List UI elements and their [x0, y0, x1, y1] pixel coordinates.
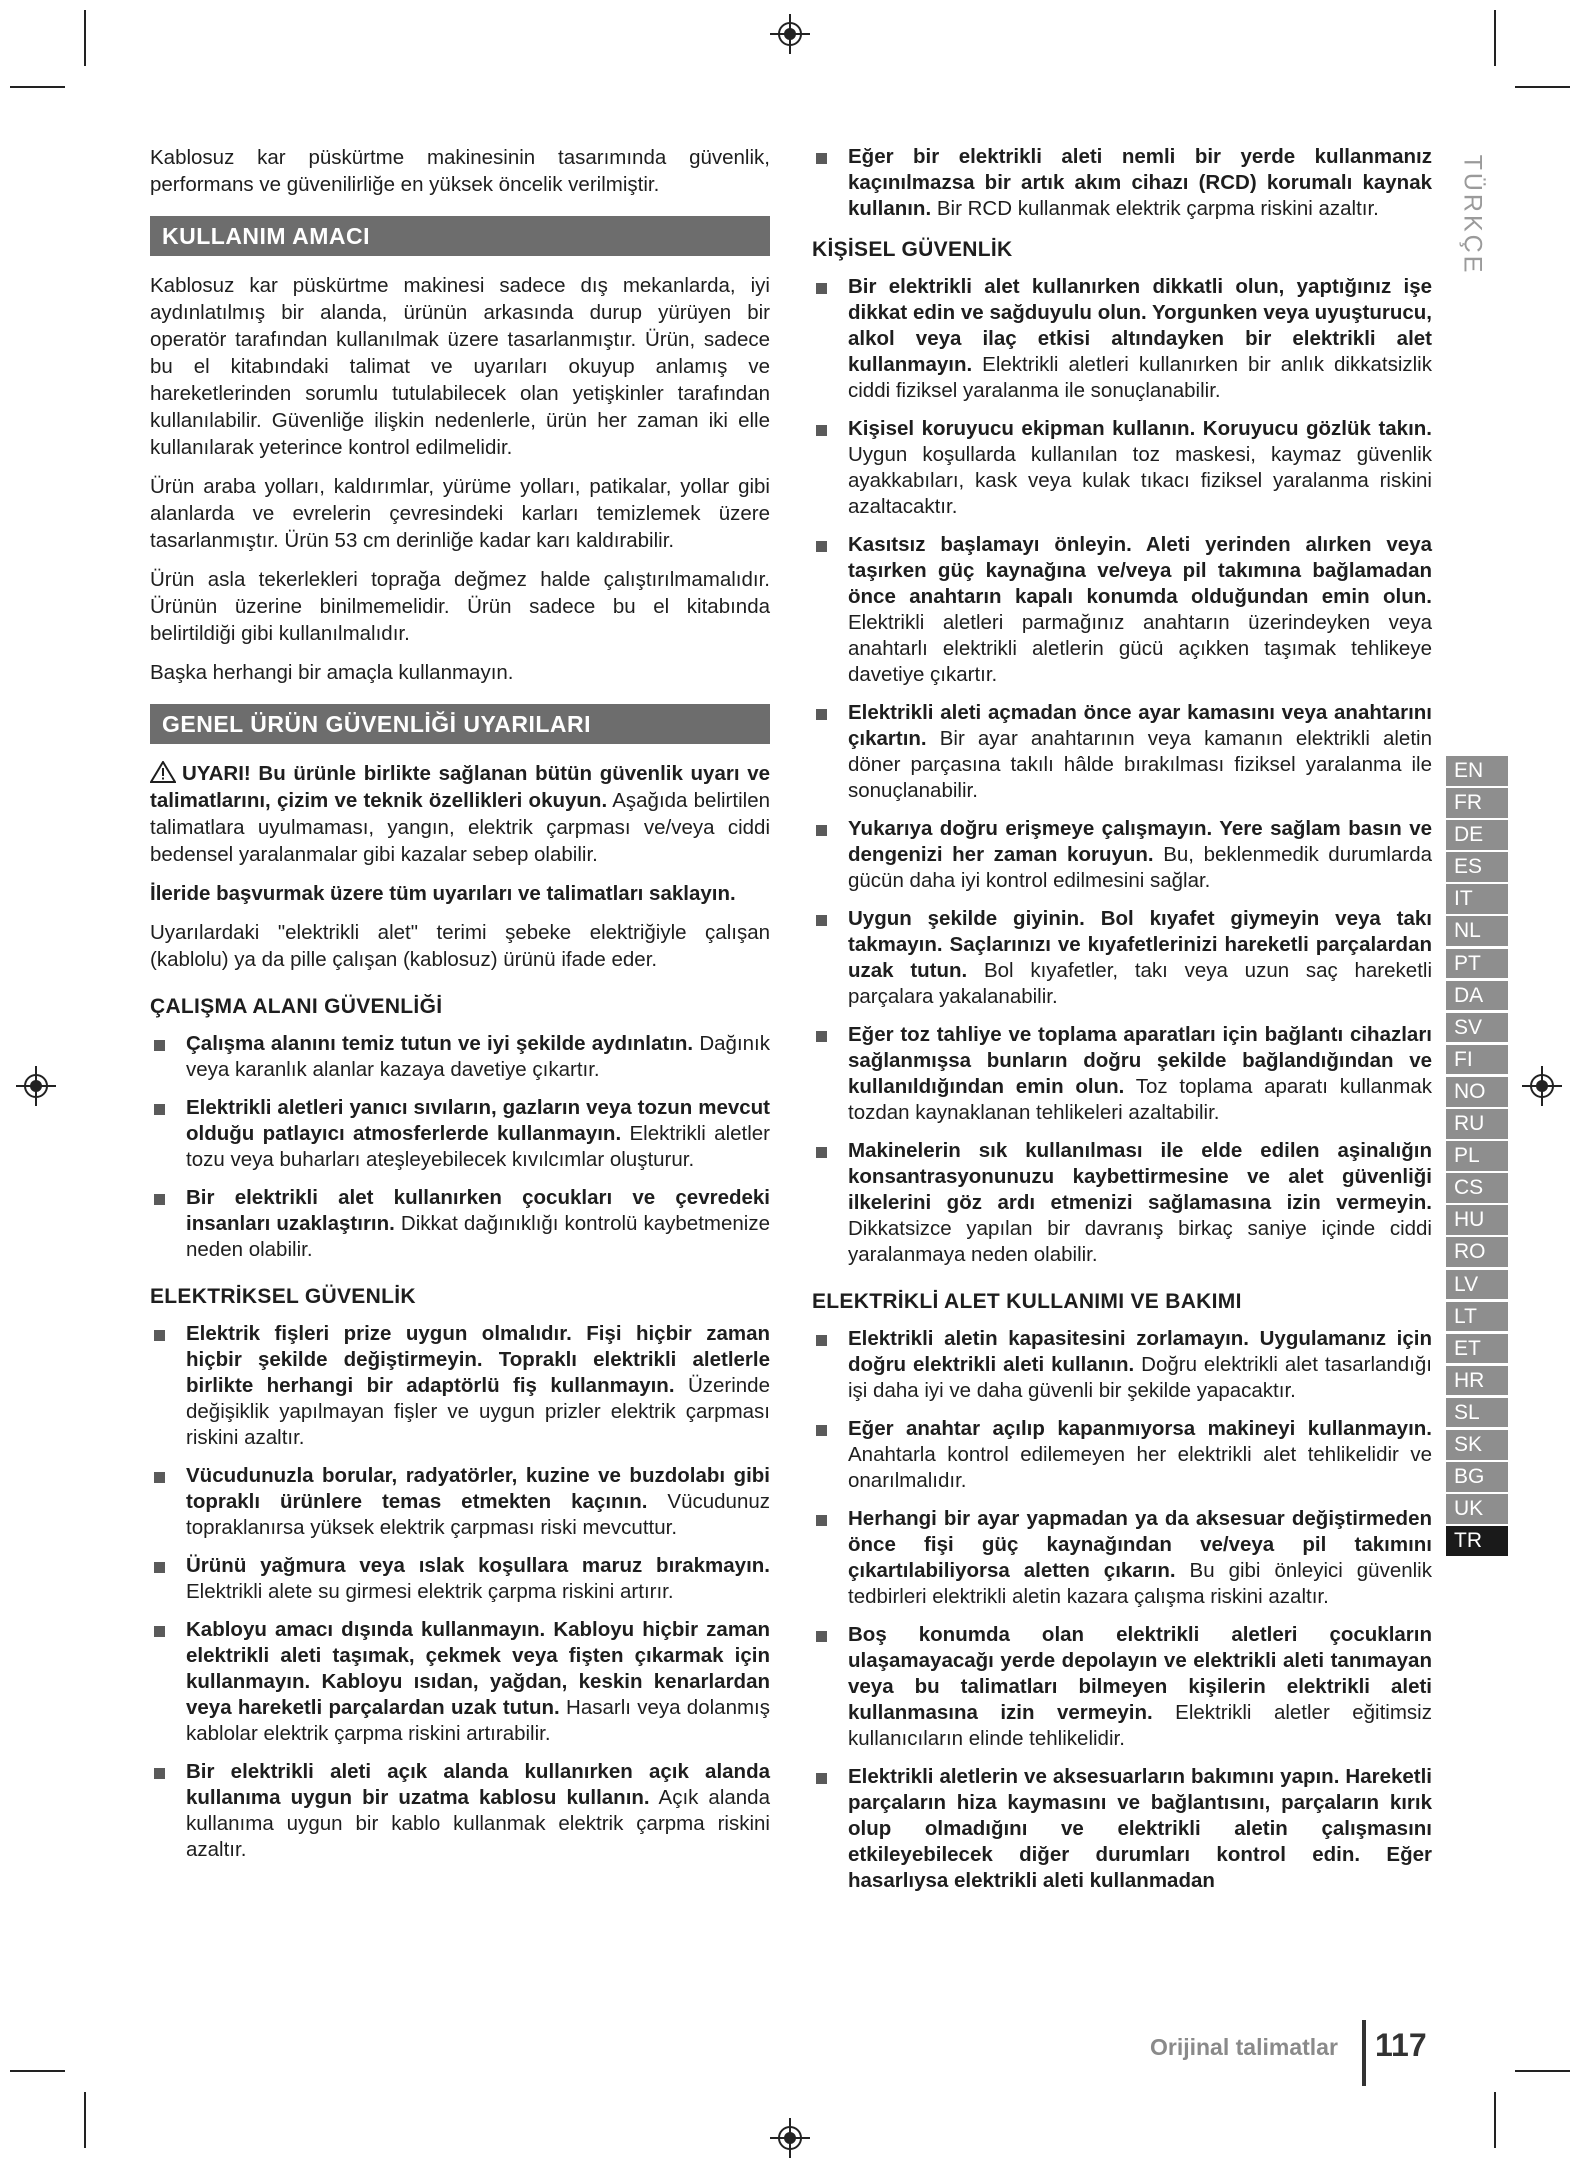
item-text: Anahtarla kontrol edilemeyen her elektrikli alet tehlikelidir ve onarılmalıdır.	[848, 1443, 1432, 1492]
crop-mark	[1494, 2092, 1496, 2148]
language-tab-da[interactable]: DA	[1446, 981, 1508, 1011]
list-item	[812, 1764, 1432, 1894]
bullet-square-icon	[816, 915, 827, 926]
footer-divider	[1362, 2020, 1366, 2086]
subheading-bakim: ELEKTRİKLİ ALET KULLANIMI VE BAKIMI	[812, 1290, 1242, 1313]
list-item	[812, 1138, 1432, 1268]
left-column	[150, 144, 770, 1875]
bullet-square-icon	[816, 1773, 827, 1784]
item-bold: Makinelerin sık kullanılması ile elde edilen aşinalığın konsantrasyonunuzu kaybettirmesine ve alet güvenliği ilkelerini göz ardı etmenizi sağlamasına izin vermeyin.	[848, 1139, 1432, 1214]
bullet-square-icon	[816, 153, 827, 164]
item-text: Vücudunuz topraklanırsa yüksek elektrik çarpması riski mevcuttur.	[186, 1490, 770, 1539]
item-bold: Elektrik fişleri prize uygun olmalıdır. Fişi hiçbir zaman hiçbir şekilde değiştirmeyin. Topraklı elektrikli aletlerle birlikte herhangi bir adaptörlü fiş kullanmayın.	[186, 1322, 770, 1397]
bullet-square-icon	[154, 1194, 165, 1205]
list-item	[150, 1553, 770, 1605]
item-bold: Kabloyu amacı dışında kullanmayın. Kabloyu hiçbir zaman elektrikli aleti taşımak, çekmek veya fişten çıkarmak için kullanmayın. Kabloyu ısıdan, yağdan, keskin kenarlardan veya hareketli parçalardan uzak tutun.	[186, 1618, 770, 1719]
item-bold: Uygun şekilde giyinin. Bol kıyafet giymeyin veya takı takmayın. Saçlarınızı ve kıyafetlerinizi hareketli parçalardan uzak tutun.	[848, 907, 1432, 982]
list-item	[150, 1185, 770, 1263]
language-tab-ru[interactable]: RU	[1446, 1109, 1508, 1139]
paragraph: Kablosuz kar püskürtme makinesi sadece dış mekanlarda, iyi aydınlatılmış bir alanda, ürünün arkasında durup yürüyen bir operatör tarafından kullanılmak üzere tasarlanmıştır. Ürün, sadece bu el kitabındaki talimat ve uyarıları okuyup anlamış ve hareketlerinden sorumlu tutulabilecek olan yetişkinler tarafından kullanılabilir. Güvenliğe ilişkin nedenlerle, ürün her zaman iki elle kullanılarak yeterince kontrol edilmelidir.	[150, 274, 770, 459]
item-text: Dikkatsizce yapılan bir davranış birkaç saniye içinde ciddi yaralanmaya neden olabilir.	[848, 1217, 1432, 1266]
list-item	[150, 1095, 770, 1173]
item-text: Elektrikli alete su girmesi elektrik çarpma riskini artırır.	[186, 1580, 674, 1603]
registration-mark-icon	[1522, 1066, 1562, 1106]
list-item	[812, 906, 1432, 1010]
bullet-square-icon	[154, 1562, 165, 1573]
language-tab-en[interactable]: EN	[1446, 756, 1508, 786]
bullet-square-icon	[154, 1104, 165, 1115]
item-bold: Elektrikli aletlerin ve aksesuarların bakımını yapın. Hareketli parçaların hiza kaymasını ve bağlantısını, parçaların kırık olup olmadığını ve elektrikli aletin çalışmasını etkileyebilecek diğer durumları kontrol edin. Eğer hasarlıysa elektrikli aleti kullanmadan	[848, 1765, 1432, 1892]
crop-mark	[10, 2070, 65, 2072]
item-bold: Yukarıya doğru erişmeye çalışmayın. Yere sağlam basın ve dengenizi her zaman koruyun.	[848, 817, 1432, 866]
bullet-list	[812, 144, 1432, 222]
language-tab-it[interactable]: IT	[1446, 884, 1508, 914]
bullet-square-icon	[154, 1040, 165, 1051]
language-tab-es[interactable]: ES	[1446, 852, 1508, 882]
bullet-square-icon	[816, 541, 827, 552]
list-item	[812, 532, 1432, 688]
language-tab-pt[interactable]: PT	[1446, 949, 1508, 979]
subheading-calisma-alani: ÇALIŞMA ALANI GÜVENLİĞİ	[150, 995, 443, 1018]
bullet-list	[150, 1321, 770, 1863]
item-text: Toz toplama aparatı kullanmak tozdan kaynaklanan tehlikeleri azaltabilir.	[848, 1075, 1433, 1124]
bullet-list	[150, 1031, 770, 1263]
keep-instructions: İleride başvurmak üzere tüm uyarıları ve talimatları saklayın.	[150, 882, 736, 905]
language-tab-fr[interactable]: FR	[1446, 788, 1508, 818]
language-tab-hr[interactable]: HR	[1446, 1366, 1508, 1396]
item-text: Doğru elektrikli alet tasarlandığı işi daha iyi ve daha güvenli bir şekilde yapacaktır.	[848, 1353, 1432, 1402]
crop-mark	[10, 86, 65, 88]
registration-mark-icon	[770, 2118, 810, 2158]
language-tab-sv[interactable]: SV	[1446, 1013, 1508, 1043]
right-column	[812, 144, 1432, 1906]
warning-text: Aşağıda belirtilen talimatlara uyulmaması, yangın, elektrik çarpması ve/veya ciddi bedensel yaralanmalar gibi kazalar sebep olabilir.	[150, 789, 770, 866]
item-bold: Elektrikli aletin kapasitesini zorlamayın. Uygulamanız için doğru elektrikli aleti kullanın.	[848, 1327, 1432, 1376]
registration-mark-icon	[16, 1066, 56, 1106]
bullet-square-icon	[816, 1631, 827, 1642]
list-item	[812, 1022, 1432, 1126]
page-number: 117	[1375, 2027, 1427, 2063]
item-bold: Bir elektrikli alet kullanırken dikkatli olun, yaptığınız işe dikkat edin ve sağduyulu olun. Yorgunken veya uyuşturucu, alkol veya ilaç etkisi altındayken bir elektrikli alet kullanmayın.	[848, 275, 1432, 376]
bullet-square-icon	[154, 1330, 165, 1341]
list-item	[812, 1506, 1432, 1610]
subheading-kisisel: KİŞİSEL GÜVENLİK	[812, 238, 1013, 261]
item-text: Bu, beklenmedik durumlarda gücün daha iyi kontrol edilmesini sağlar.	[848, 843, 1432, 892]
crop-mark	[1515, 86, 1570, 88]
language-tab-nl[interactable]: NL	[1446, 916, 1508, 946]
item-bold: Eğer bir elektrikli aleti nemli bir yerde kullanmanız kaçınılmazsa bir artık akım cihazı (RCD) korumalı kaynak kullanın.	[848, 145, 1432, 220]
bullet-square-icon	[816, 1335, 827, 1346]
registration-mark-icon	[770, 14, 810, 54]
footer-text: Orijinal talimatlar	[1150, 2034, 1338, 2060]
item-text: Uygun koşullarda kullanılan toz maskesi, kaymaz güvenlik ayakkabıları, kask veya kulak tıkacı fiziksel yaralanma riskini azaltacaktır.	[848, 443, 1432, 518]
intro-paragraph: Kablosuz kar püskürtme makinesinin tasarımında güvenlik, performans ve güvenilirliğe en yüksek öncelik verilmiştir.	[150, 146, 770, 196]
list-item	[812, 1326, 1432, 1404]
item-bold: Eğer anahtar açılıp kapanmıyorsa makineyi kullanmayın.	[848, 1417, 1432, 1440]
bullet-square-icon	[816, 425, 827, 436]
list-item	[812, 274, 1432, 404]
item-bold: Çalışma alanını temiz tutun ve iyi şekilde aydınlatın.	[186, 1032, 694, 1055]
item-bold: Elektrikli aleti açmadan önce ayar kamasını veya anahtarını çıkartın.	[848, 701, 1432, 750]
item-bold: Kişisel koruyucu ekipman kullanın. Koruyucu gözlük takın.	[848, 417, 1432, 440]
language-tab-pl[interactable]: PL	[1446, 1141, 1508, 1171]
item-bold: Elektrikli aletleri yanıcı sıvıların, gazların veya tozun mevcut olduğu patlayıcı atmosferlerde kullanmayın.	[186, 1096, 770, 1145]
item-text: Elektrikli aletler tozu veya buharları ateşleyebilecek kıvılcımlar oluşturur.	[186, 1122, 770, 1171]
crop-mark	[84, 10, 86, 66]
paragraph: Ürün asla tekerlekleri toprağa değmez halde çalıştırılmamalıdır. Ürünün üzerine binilmemelidir. Ürün sadece bu el kitabında belirtildiği gibi kullanılmalıdır.	[150, 568, 770, 645]
language-tab-uk[interactable]: UK	[1446, 1494, 1508, 1524]
list-item	[150, 1463, 770, 1541]
bullet-square-icon	[154, 1626, 165, 1637]
language-tab-et[interactable]: ET	[1446, 1334, 1508, 1364]
subheading-elektriksel: ELEKTRİKSEL GÜVENLİK	[150, 1285, 416, 1308]
item-bold: Bir elektrikli alet kullanırken çocukları ve çevredeki insanları uzaklaştırın.	[186, 1186, 770, 1235]
list-item	[812, 700, 1432, 804]
item-bold: Herhangi bir ayar yapmadan ya da aksesuar değiştirmeden önce fişi güç kaynağından ve/veya pil takımını çıkartılabiliyorsa aletten çıkarın.	[848, 1507, 1432, 1582]
item-bold: Vücudunuzla borular, radyatörler, kuzine ve buzdolabı gibi topraklı ürünlere temas etmekten kaçının.	[186, 1464, 770, 1513]
crop-mark	[84, 2092, 86, 2148]
item-text: Bol kıyafetler, takı veya uzun saç hareketli parçalara yakalanabilir.	[848, 959, 1432, 1008]
item-bold: Boş konumda olan elektrikli aletleri çocukların ulaşamayacağı yerde depolayın ve elektrikli aleti tanımayan veya bu talimatları bilmeyen kişilerin elektrikli aleti kullanmasına izin vermeyin.	[848, 1623, 1432, 1724]
item-text: Hasarlı veya dolanmış kablolar elektrik çarpma riskini artırabilir.	[186, 1696, 770, 1745]
language-tabs	[1446, 756, 1508, 1558]
side-language-label	[1452, 150, 1492, 280]
warning-triangle-icon	[150, 761, 176, 783]
term-definition: Uyarılardaki "elektrikli alet" terimi şebeke elektriğiyle çalışan (kablolu) ya da pille çalışan (kablosuz) ürünü ifade eder.	[150, 921, 770, 971]
language-tab-ro[interactable]: RO	[1446, 1237, 1508, 1267]
bullet-square-icon	[816, 283, 827, 294]
language-tab-bg[interactable]: BG	[1446, 1462, 1508, 1492]
language-tab-cs[interactable]: CS	[1446, 1173, 1508, 1203]
list-item	[812, 144, 1432, 222]
bullet-square-icon	[816, 1425, 827, 1436]
language-tab-fi[interactable]: FI	[1446, 1045, 1508, 1075]
item-text: Dağınık veya karanlık alanlar kazaya davetiye çıkartır.	[186, 1032, 770, 1081]
item-bold: Ürünü yağmura veya ıslak koşullara maruz bırakmayın.	[186, 1554, 770, 1577]
bullet-square-icon	[816, 1515, 827, 1526]
paragraph: Ürün araba yolları, kaldırımlar, yürüme yolları, patikalar, yollar gibi alanlarda ve evrelerin çevresindeki karları temizlemek üzere tasarlanmıştır. Ürün 53 cm derinliğe kadar karı kaldırabilir.	[150, 475, 770, 552]
item-bold: Kasıtsız başlamayı önleyin. Aleti yerinden alırken veya taşırken güç kaynağına ve/veya pil takımına bağlamadan önce anahtarın kapalı konumda olduğundan emin olun.	[848, 533, 1432, 608]
item-bold: Eğer toz tahliye ve toplama aparatları için bağlantı cihazları sağlanmışsa bunların doğru şekilde bağlandığından ve kullanıldığından emin olun.	[848, 1023, 1432, 1098]
list-item	[812, 1622, 1432, 1752]
bullet-list	[812, 1326, 1432, 1894]
item-text: Elektrikli aletler eğitimsiz kullanıcıların elinde tehlikelidir.	[848, 1701, 1432, 1750]
warning-paragraph	[150, 760, 770, 868]
bullet-square-icon	[816, 1031, 827, 1042]
item-text: Bu gibi önleyici güvenlik tedbirleri elektrikli aletin kazara çalışma riskini azaltır.	[848, 1559, 1432, 1608]
list-item	[812, 416, 1432, 520]
list-item	[812, 1416, 1432, 1494]
list-item	[150, 1031, 770, 1083]
section-heading-genel-guvenlik: GENEL ÜRÜN GÜVENLİĞİ UYARILARI	[150, 704, 770, 744]
language-tab-lv[interactable]: LV	[1446, 1270, 1508, 1300]
item-text: Açık alanda kullanıma uygun bir kablo kullanmak elektrik çarpma riskini azaltır.	[186, 1786, 770, 1861]
bullet-square-icon	[154, 1768, 165, 1779]
crop-mark	[1494, 10, 1496, 66]
language-tab-no[interactable]: NO	[1446, 1077, 1508, 1107]
list-item	[812, 816, 1432, 894]
language-tab-sk[interactable]: SK	[1446, 1430, 1508, 1460]
side-language-text: TÜRKÇE	[1458, 154, 1487, 276]
item-text: Bir ayar anahtarının veya kamanın elektrikli aletin döner parçasına takılı hâlde bırakılması fiziksel yaralanma ile sonuçlanabilir.	[848, 727, 1432, 802]
bullet-square-icon	[154, 1472, 165, 1483]
bullet-square-icon	[816, 1147, 827, 1158]
section-heading-kullanim-amaci: KULLANIM AMACI	[150, 216, 770, 256]
bullet-square-icon	[816, 709, 827, 720]
item-text: Bir RCD kullanmak elektrik çarpma riskini azaltır.	[931, 197, 1379, 220]
language-tab-sl[interactable]: SL	[1446, 1398, 1508, 1428]
bullet-list	[812, 274, 1432, 1268]
list-item	[150, 1321, 770, 1451]
list-item	[150, 1759, 770, 1863]
warning-bold: UYARI! Bu ürünle birlikte sağlanan bütün güvenlik uyarı ve talimatlarını, çizim ve teknik özellikleri okuyun.	[150, 762, 770, 812]
language-tab-tr[interactable]: TR	[1446, 1526, 1508, 1556]
crop-mark	[1515, 2070, 1570, 2072]
item-text: Elektrikli aletleri kullanırken bir anlık dikkatsizlik ciddi fiziksel yaralanma ile sonuçlanabilir.	[848, 353, 1432, 402]
item-text: Üzerinde değişiklik yapılmayan fişler ve uygun prizler elektrik çarpması riskini azaltır.	[186, 1374, 770, 1449]
language-tab-de[interactable]: DE	[1446, 820, 1508, 850]
language-tab-hu[interactable]: HU	[1446, 1205, 1508, 1235]
item-text: Elektrikli aletleri parmağınız anahtarın üzerindeyken veya anahtarlı elektrikli aletlerin gücü açıkken taşımak tehlikeye davetiye çıkartır.	[848, 611, 1432, 686]
bullet-square-icon	[816, 825, 827, 836]
list-item	[150, 1617, 770, 1747]
item-text: Dikkat dağınıklığı kontrolü kaybetmenize neden olabilir.	[186, 1212, 770, 1261]
item-bold: Bir elektrikli aleti açık alanda kullanırken açık alanda kullanıma uygun bir uzatma kablosu kullanın.	[186, 1760, 770, 1809]
paragraph: Başka herhangi bir amaçla kullanmayın.	[150, 661, 514, 684]
language-tab-lt[interactable]: LT	[1446, 1302, 1508, 1332]
